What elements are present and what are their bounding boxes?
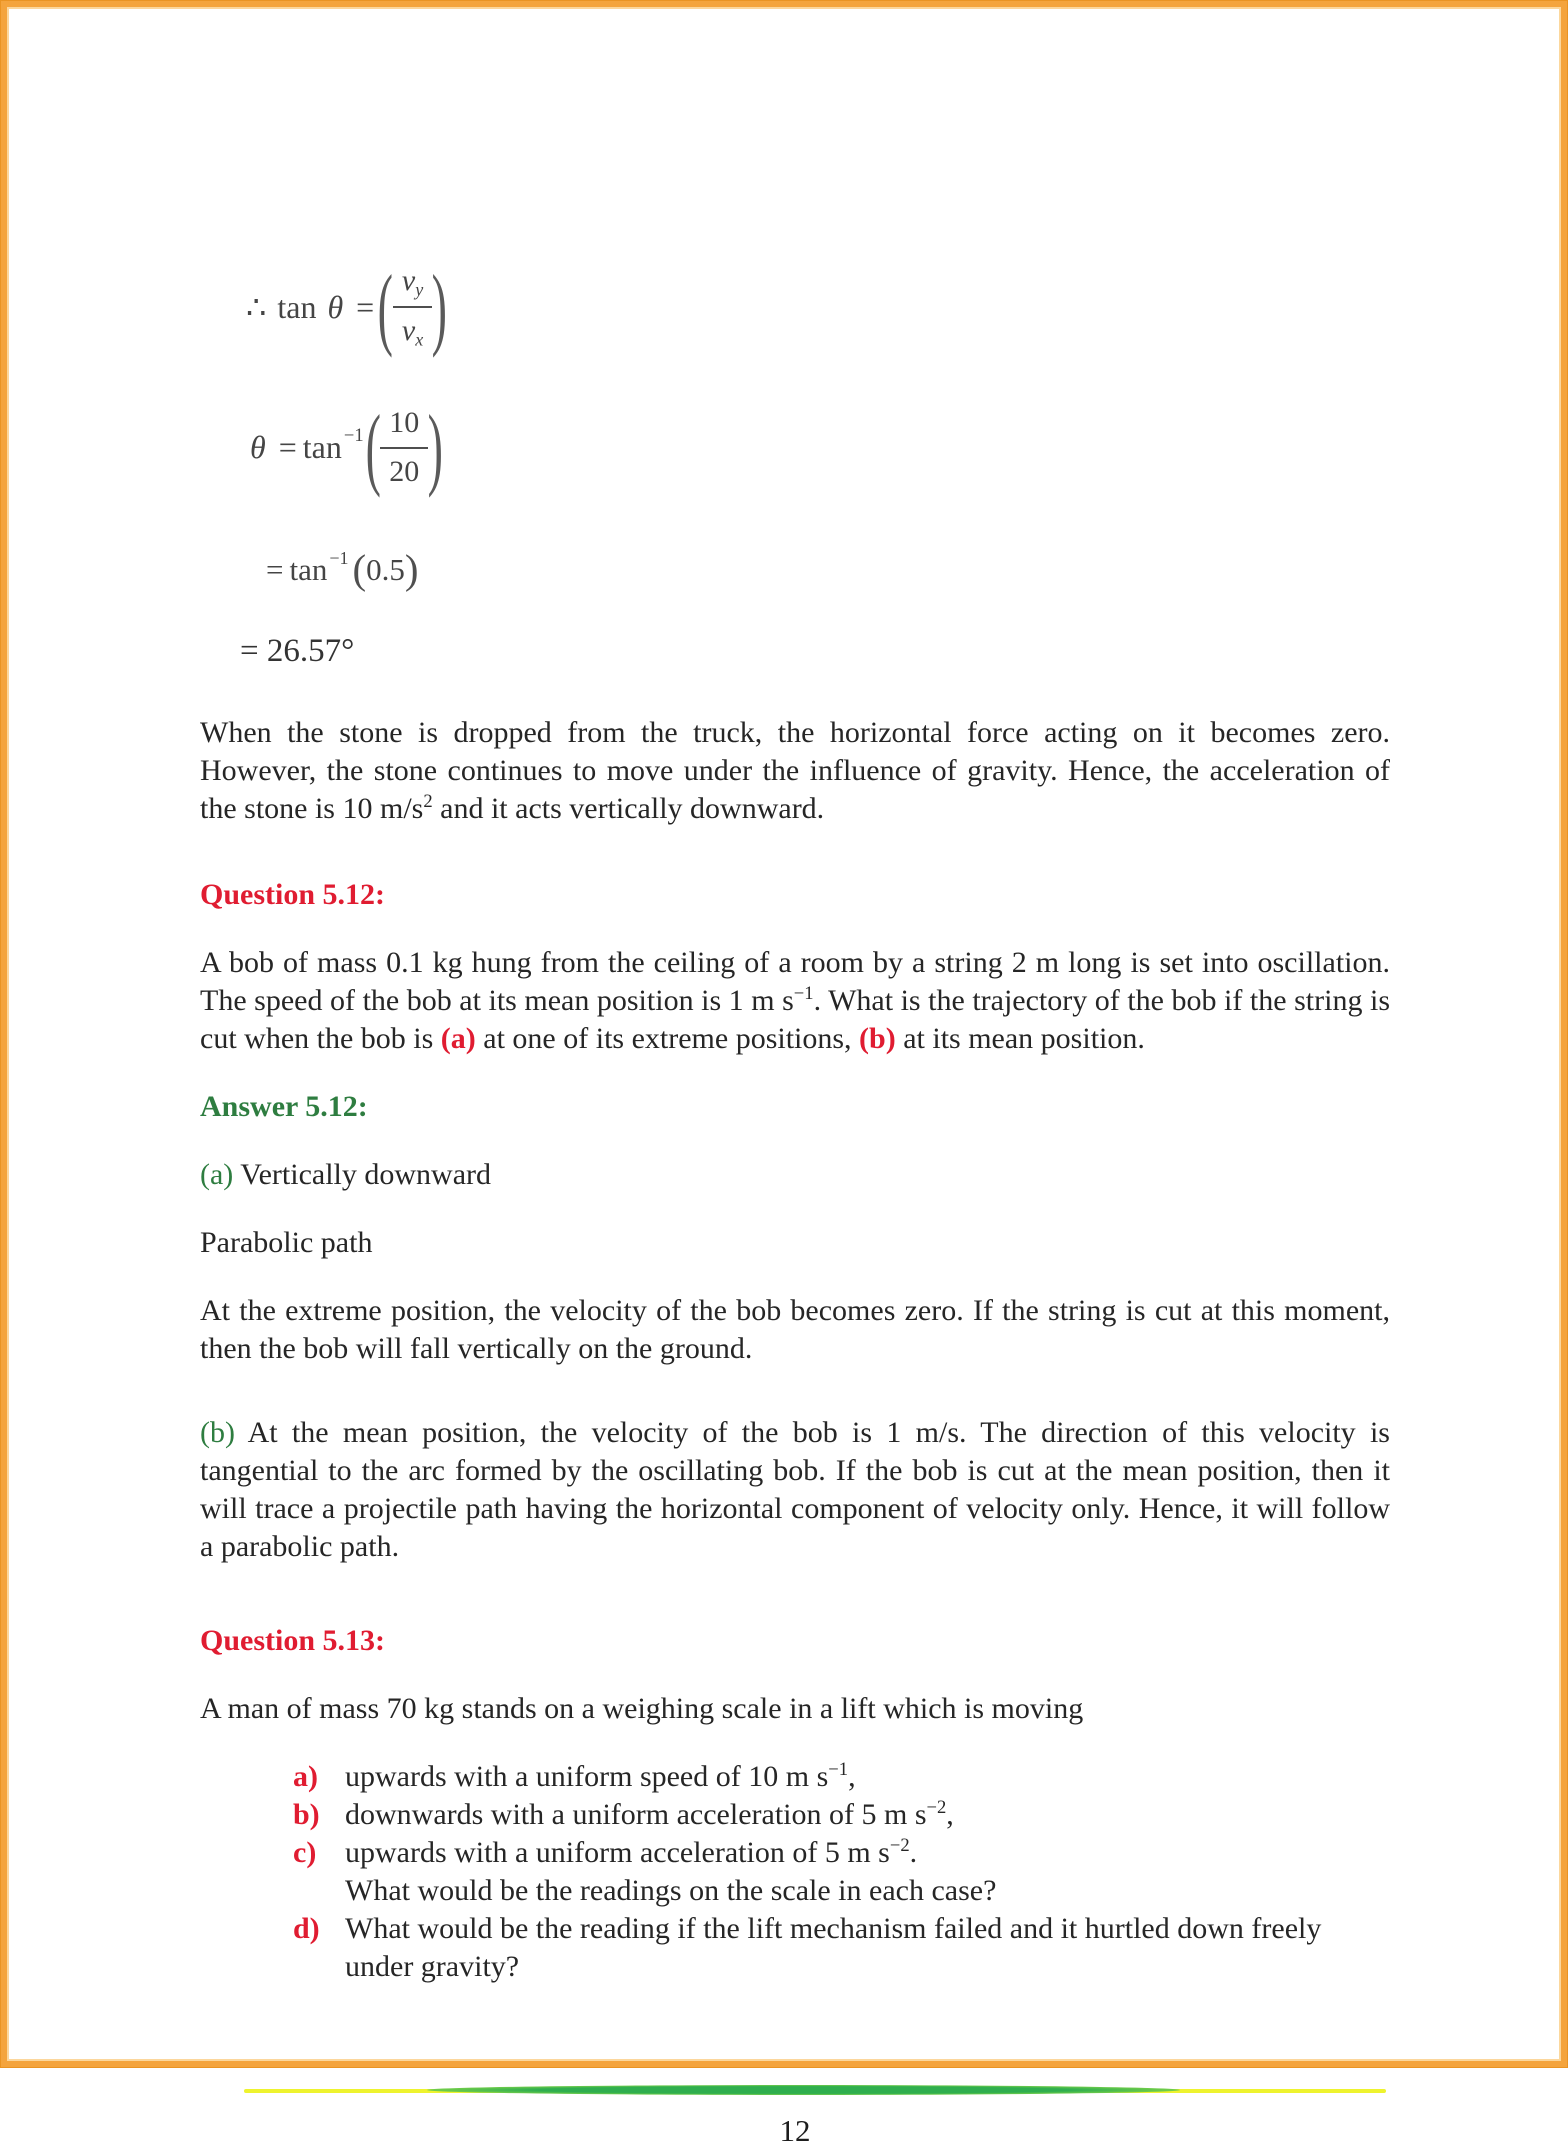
list-label-c: c)	[293, 1836, 317, 1870]
text-segment: upwards with a uniform speed of 10 m s	[345, 1760, 829, 1794]
question-5-13-heading: Question 5.13:	[200, 1624, 386, 1658]
text-segment: at its mean position.	[895, 1022, 1145, 1056]
list-text-a	[345, 1758, 1390, 1796]
text-segment: Parabolic path	[200, 1226, 373, 1260]
text-segment: (b)	[200, 1416, 235, 1450]
paragraph-stone-dropped	[200, 714, 1390, 828]
formula-tan-theta	[246, 255, 1390, 358]
text-segment: What would be the readings on the scale in each case?	[345, 1874, 997, 1908]
answer-5-12-heading: Answer 5.12:	[200, 1090, 368, 1124]
list-label-a: a)	[293, 1760, 318, 1794]
numerator-sub-y: y	[415, 279, 424, 300]
list-text-continuation	[345, 1872, 1390, 1910]
paragraph-mean-position	[200, 1414, 1390, 1566]
formula-variable-theta: θ	[327, 288, 344, 325]
right-paren: )	[431, 255, 448, 358]
text-segment: A man of mass 70 kg stands on a weighing scale in a lift which is moving	[200, 1692, 1084, 1726]
fraction-10-20	[380, 403, 428, 492]
left-paren: (	[352, 547, 367, 593]
question-5-12-heading: Question 5.12:	[200, 878, 386, 912]
therefore-symbol: ∴	[246, 289, 267, 326]
list-text-b	[345, 1796, 1390, 1834]
list-text-c	[345, 1834, 1390, 1872]
list-label-b: b)	[293, 1798, 320, 1832]
formula-variable-theta: θ	[250, 429, 266, 466]
formula-theta-arctan: θ = tan $^{-1}$ ( $\frac{10}{20}$ )	[250, 396, 444, 499]
text-segment: upwards with a uniform acceleration of 5 m s	[345, 1836, 890, 1870]
separator-line	[244, 2084, 1386, 2097]
list-label-d: d)	[293, 1912, 320, 1946]
question-5-13-list	[200, 1758, 1390, 1986]
text-segment: . What is the trajectory of the bob if the string is cut when the bob is	[200, 984, 1391, 1056]
text-segment: (a)	[200, 1158, 234, 1192]
text-segment: −2	[889, 1835, 910, 1857]
right-paren: )	[404, 547, 419, 593]
text-segment: A bob of mass 0.1 kg hung from the ceiling of a room by a string 2 m long is set into oscillation. The speed of the bob at its mean position is 1 m s	[200, 946, 1390, 1018]
text-segment: .	[909, 1836, 918, 1870]
list-label-empty	[293, 1872, 345, 1910]
text-segment: At the extreme position, the velocity of the bob becomes zero. If the string is cut at this moment, then the bob will fall vertically on the ground.	[200, 1294, 1390, 1366]
list-item-continuation	[200, 1872, 1390, 1910]
formula-function: tan	[302, 429, 342, 466]
text-segment: ,	[946, 1798, 954, 1832]
text-segment: −1	[828, 1759, 849, 1781]
list-item-b	[200, 1796, 1390, 1834]
list-item-d	[200, 1910, 1390, 1986]
text-segment: At the mean position, the velocity of the bob is 1 m/s. The direction of this velocity is tangential to the arc formed by the oscillating bob. If the bob is cut at the mean position, then it will trace a projectile path having the horizontal component of velocity only. Hence, it will follow a parabolic path.	[200, 1416, 1390, 1564]
text-segment: −1	[793, 983, 814, 1005]
answer-parabolic-line	[200, 1224, 1390, 1262]
fraction-denominator: 20	[389, 454, 420, 488]
fraction-vy-vx	[393, 261, 432, 353]
fraction-numerator	[393, 261, 432, 308]
formula-result-angle	[240, 633, 1390, 670]
page-number: 12	[779, 2113, 811, 2149]
text-segment: at one of its extreme positions,	[475, 1022, 860, 1056]
text-segment: Vertically downward	[233, 1158, 492, 1192]
formula-function: tan	[277, 288, 317, 325]
denominator-sub-x: x	[415, 329, 424, 350]
right-paren: )	[427, 396, 444, 499]
fraction-numerator: 10	[380, 403, 428, 449]
numerator-v: v	[401, 264, 416, 297]
denominator-v: v	[401, 314, 416, 348]
formula-function: tan	[289, 551, 328, 587]
page-content	[9, 9, 1559, 2149]
left-paren: (	[365, 396, 381, 499]
left-paren: (	[377, 255, 394, 358]
equals-sign: =	[356, 288, 375, 325]
separator-green-lens	[427, 2085, 1181, 2095]
text-segment: What would be the reading if the lift mechanism failed and it hurtled down freely under gravity?	[345, 1912, 1322, 1984]
formula-result-text: = 26.57°	[240, 633, 355, 670]
text-segment: (a)	[440, 1022, 476, 1056]
equals-sign: =	[266, 551, 284, 587]
formula-arctan-05: = tan $^{-1}$ ( 0.5 )	[266, 547, 419, 593]
list-item-a	[200, 1758, 1390, 1796]
list-text-d	[345, 1910, 1390, 1986]
text-segment: ,	[848, 1760, 856, 1794]
question-5-13-intro	[200, 1690, 1390, 1728]
formula-argument: 0.5	[366, 551, 405, 587]
text-segment: (b)	[859, 1022, 896, 1056]
fraction-denominator	[393, 308, 432, 353]
text-segment: downwards with a uniform acceleration of 5 m s	[345, 1798, 927, 1832]
answer-a-line	[200, 1156, 1390, 1194]
text-segment: and it acts vertically downward.	[432, 792, 825, 826]
equals-sign: =	[278, 429, 297, 466]
text-segment: −2	[926, 1797, 947, 1819]
list-item-c	[200, 1834, 1390, 1872]
text-segment: 2	[423, 791, 433, 813]
paragraph-extreme-position	[200, 1292, 1390, 1368]
question-5-12-body	[200, 944, 1390, 1058]
text-segment: When the stone is dropped from the truck, the horizontal force acting on it becomes zero. However, the stone continues to move under the influence of gravity. Hence, the acceleration of the stone is 10 m/s	[200, 716, 1390, 826]
